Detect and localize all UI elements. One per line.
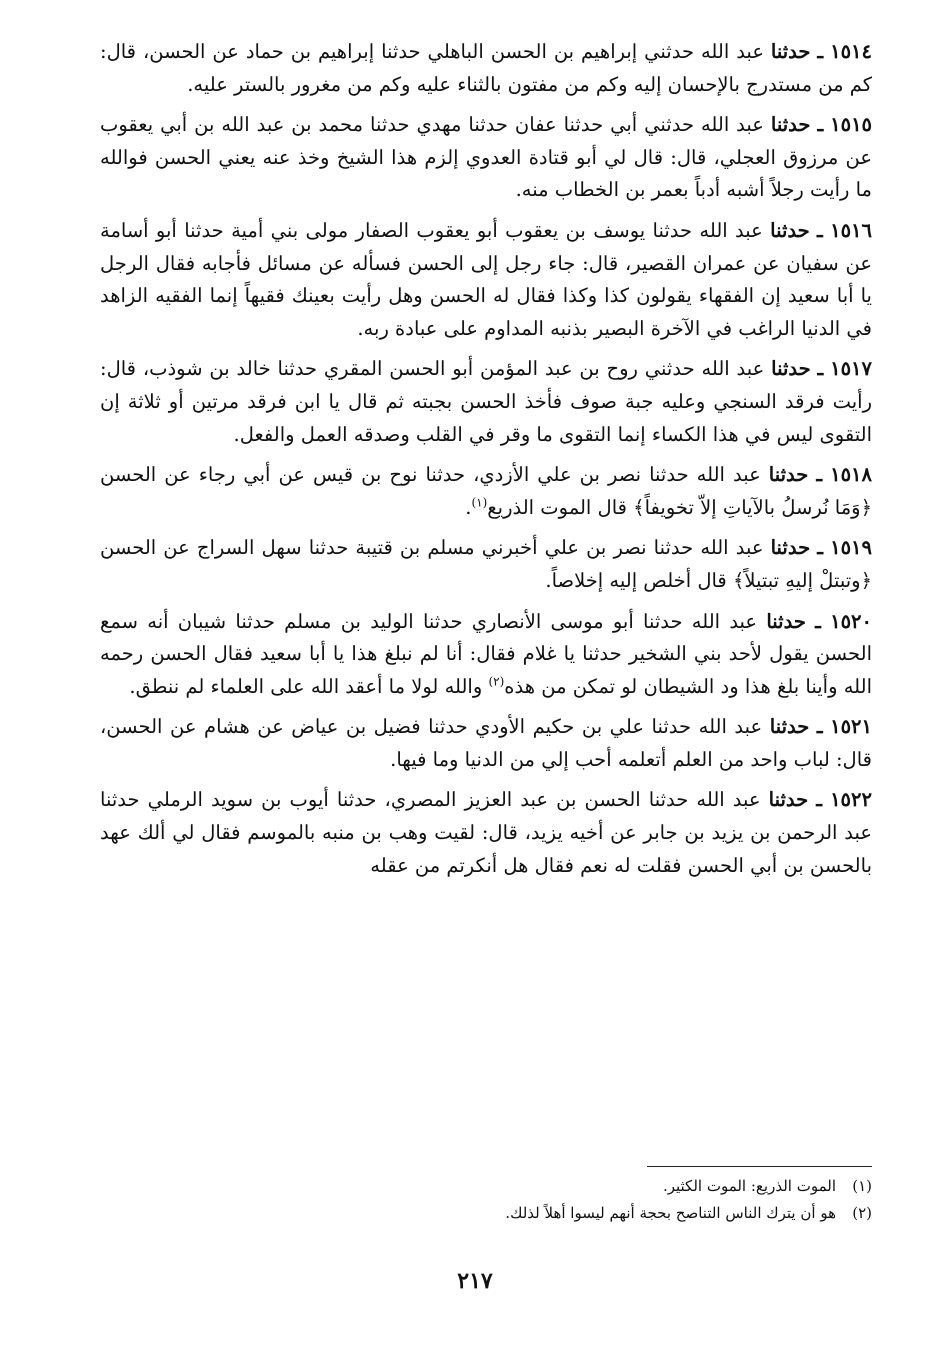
entry-text: عبد الله حدثنا نصر بن علي الأزدي، حدثنا نوح بن قيس عن أبي رجاء عن الحسن ﴿وَمَا نُرسلُ بالآياتِ إلاّ تخويفاً﴾ قال الموت الذريع: [100, 463, 872, 519]
entry-text-tail: .: [465, 495, 472, 519]
entry-number: ١٥٢٢: [830, 788, 872, 812]
entry-number: ١٥١٥: [830, 113, 873, 137]
entry-number: ١٥١٧: [830, 357, 873, 381]
entry-number: ١٥١٦: [830, 218, 872, 242]
hadith-entry: ١٥١٨ ـ حدثنا عبد الله حدثنا نصر بن علي الأزدي، حدثنا نوح بن قيس عن أبي رجاء عن الحسن ﴿وَمَا نُرسلُ بالآياتِ إلاّ تخويفاً﴾ قال الموت الذريع$^{(١)}$.: [100, 463, 872, 519]
footnote: [82, 1173, 872, 1200]
hadith-entry: ١٥١٤ ـ حدثنا عبد الله حدثني إبراهيم بن الحسن الباهلي حدثنا إبراهيم بن حماد عن الحسن، قال: كم من مستدرج بالإحسان إليه وكم من مفتون بالثناء عليه وكم من مغرور بالستر عليه.: [100, 40, 872, 96]
page-body: [100, 36, 872, 890]
entry-text: عبد الله حدثني إبراهيم بن الحسن الباهلي حدثنا إبراهيم بن حماد عن الحسن، قال: كم من مستدرج بالإحسان إليه وكم من مفتون بالثناء عليه وكم من مغرور بالستر عليه.: [100, 40, 872, 96]
entry-text: عبد الله حدثني روح بن عبد المؤمن أبو الحسن المقري حدثنا خالد بن شوذب، قال: رأيت فرقد السنجي وعليه جبة صوف فأخذ الحسن بجبته ثم قال يا ابن فرقد مرتين أو ثلاثة إن التقوى ليس في هذا الكساء إنما التقوى ما وقر في القلب وصدقه العمل والفعل.: [100, 357, 872, 446]
footnote: [82, 1200, 872, 1227]
page-number: ٢١٧: [457, 1268, 493, 1294]
entry-keyword: حدثنا: [770, 40, 811, 63]
hadith-entry: ١٥١٥ ـ حدثنا عبد الله حدثني أبي حدثنا عفان حدثنا مهدي حدثنا محمد بن عبد الله بن أبي يعقوب عن مرزوق العجلي، قال: قال لي أبو قتادة العدوي إلزم هذا الشيخ وخذ عنه يعني الحسن فوالله ما رأيت رجلاً أشبه أدباً بعمر بن الخطاب منه.: [100, 113, 873, 202]
entry-text: عبد الله حدثني أبي حدثنا عفان حدثنا مهدي حدثنا محمد بن عبد الله بن أبي يعقوب عن مرزوق العجلي، قال: قال لي أبو قتادة العدوي إلزم هذا الشيخ وخذ عنه يعني الحسن فوالله ما رأيت رجلاً أشبه أدباً بعمر بن الخطاب منه.: [100, 113, 872, 202]
entry-number: ١٥١٩: [830, 536, 873, 560]
entry-text: عبد الله حدثنا يوسف بن يعقوب أبو يعقوب الصفار مولى بني أمية حدثنا أبو أسامة عن سفيان عن عمران القصير، قال: جاء رجل إلى الحسن فسأله عن مسائل فأجابه فقال الرجل يا أبا سعيد إن الفقهاء يقولون كذا وكذا فقال له الحسن وهل رأيت بعينك فقيهاً إنما الفقيه الزاهد في الدنيا الراغب في الآخرة البصير بذنبه المداوم على عبادة ربه.: [100, 218, 872, 340]
hadith-entry: ١٥١٦ ـ حدثنا عبد الله حدثنا يوسف بن يعقوب أبو يعقوب الصفار مولى بني أمية حدثنا أبو أسامة عن سفيان عن عمران القصير، قال: جاء رجل إلى الحسن فسأله عن مسائل فأجابه فقال الرجل يا أبا سعيد إن الفقهاء يقولون كذا وكذا فقال له الحسن وهل رأيت بعينك فقيهاً إنما الفقيه الزاهد في الدنيا الراغب في الآخرة البصير بذنبه المداوم على عبادة ربه.: [100, 218, 872, 340]
entry-text: عبد الله حدثنا نصر بن علي أخبرني مسلم بن قتيبة حدثنا سهل السراج عن الحسن ﴿وتبتلْ إليهِ تبتيلاً﴾ قال أخلص إليه إخلاصاً.: [100, 536, 872, 592]
hadith-entry: ١٥٢٠ ـ حدثنا عبد الله حدثنا أبو موسى الأنصاري حدثنا الوليد بن مسلم حدثنا شيبان أنه سمع الحسن يقول لأحد بني الشخير حدثنا يا غلام فقال: أنا لم نبلغ هذا يا أبا سعيد فقال الحسن رحمه الله وأينا بلغ هذا ود الشيطان لو تمكن من هذه$^{(٢)}$ والله لولا ما أعقد الله على العلماء لم ننطق.: [100, 609, 872, 698]
entry-keyword: حدثنا: [766, 609, 806, 633]
entry-text-tail: والله لولا ما أعقد الله على العلماء لم ننطق.: [129, 674, 489, 698]
entry-number: ١٥١٨: [830, 463, 872, 487]
hadith-entry: ١٥١٩ ـ حدثنا عبد الله حدثنا نصر بن علي أخبرني مسلم بن قتيبة حدثنا سهل السراج عن الحسن ﴿وتبتلْ إليهِ تبتيلاً﴾ قال أخلص إليه إخلاصاً.: [100, 536, 873, 592]
entry-keyword: حدثنا: [771, 357, 811, 381]
footnotes: [82, 1173, 872, 1227]
footnote-text: هو أن يترك الناس التناصح بحجة أنهم ليسوا أهلاً لذلك.: [505, 1204, 836, 1222]
entry-number: ١٥١٤: [830, 40, 872, 63]
entry-number: ١٥٢١: [830, 715, 873, 739]
entry-keyword: حدثنا: [768, 788, 809, 812]
entry-keyword: حدثنا: [770, 218, 810, 242]
entry-text: عبد الله حدثنا علي بن حكيم الأودي حدثنا فضيل بن عياض عن هشام عن الحسن، قال: لباب واحد من العلم أتعلمه أحب إلي من الدنيا وما فيها.: [100, 715, 872, 771]
hadith-entry: ١٥٢٢ ـ حدثنا عبد الله حدثنا الحسن بن عبد العزيز المصري، حدثنا أيوب بن سويد الرملي حدثنا عبد الرحمن بن يزيد بن جابر عن أخيه يزيد، قال: لقيت وهب بن منبه بالموسم فقال لي ألك عهد بالحسن بن أبي الحسن فقلت له نعم فقال هل أنكرتم من عقله: [100, 788, 872, 877]
entry-number: ١٥٢٠: [830, 609, 872, 633]
footnote-divider: [647, 1166, 872, 1167]
footnote-ref: (٢): [488, 674, 505, 689]
footnote-number: (١): [852, 1177, 872, 1195]
entry-text: عبد الله حدثنا أبو موسى الأنصاري حدثنا الوليد بن مسلم حدثنا شيبان أنه سمع الحسن يقول لأحد بني الشخير حدثنا يا غلام فقال: أنا لم نبلغ هذا يا أبا سعيد فقال الحسن رحمه الله وأينا بلغ هذا ود الشيطان لو تمكن من هذه: [100, 609, 872, 698]
entry-text: عبد الله حدثنا الحسن بن عبد العزيز المصري، حدثنا أيوب بن سويد الرملي حدثنا عبد الرحمن بن يزيد بن جابر عن أخيه يزيد، قال: لقيت وهب بن منبه بالموسم فقال لي ألك عهد بالحسن بن أبي الحسن فقلت له نعم فقال هل أنكرتم من عقله: [100, 788, 872, 877]
entry-keyword: حدثنا: [770, 536, 811, 560]
entry-keyword: حدثنا: [768, 463, 809, 487]
entry-keyword: حدثنا: [769, 715, 810, 739]
entry-keyword: حدثنا: [770, 113, 811, 137]
hadith-entry: ١٥١٧ ـ حدثنا عبد الله حدثني روح بن عبد المؤمن أبو الحسن المقري حدثنا خالد بن شوذب، قال: رأيت فرقد السنجي وعليه جبة صوف فأخذ الحسن بجبته ثم قال يا ابن فرقد مرتين أو ثلاثة إن التقوى ليس في هذا الكساء إنما التقوى ما وقر في القلب وصدقه العمل والفعل.: [100, 357, 873, 446]
footnote-ref: (١): [471, 495, 488, 510]
footnote-number: (٢): [852, 1204, 872, 1222]
hadith-entry: ١٥٢١ ـ حدثنا عبد الله حدثنا علي بن حكيم الأودي حدثنا فضيل بن عياض عن هشام عن الحسن، قال: لباب واحد من العلم أتعلمه أحب إلي من الدنيا وما فيها.: [100, 715, 873, 771]
footnote-text: الموت الذريع: الموت الكثير.: [662, 1177, 836, 1195]
